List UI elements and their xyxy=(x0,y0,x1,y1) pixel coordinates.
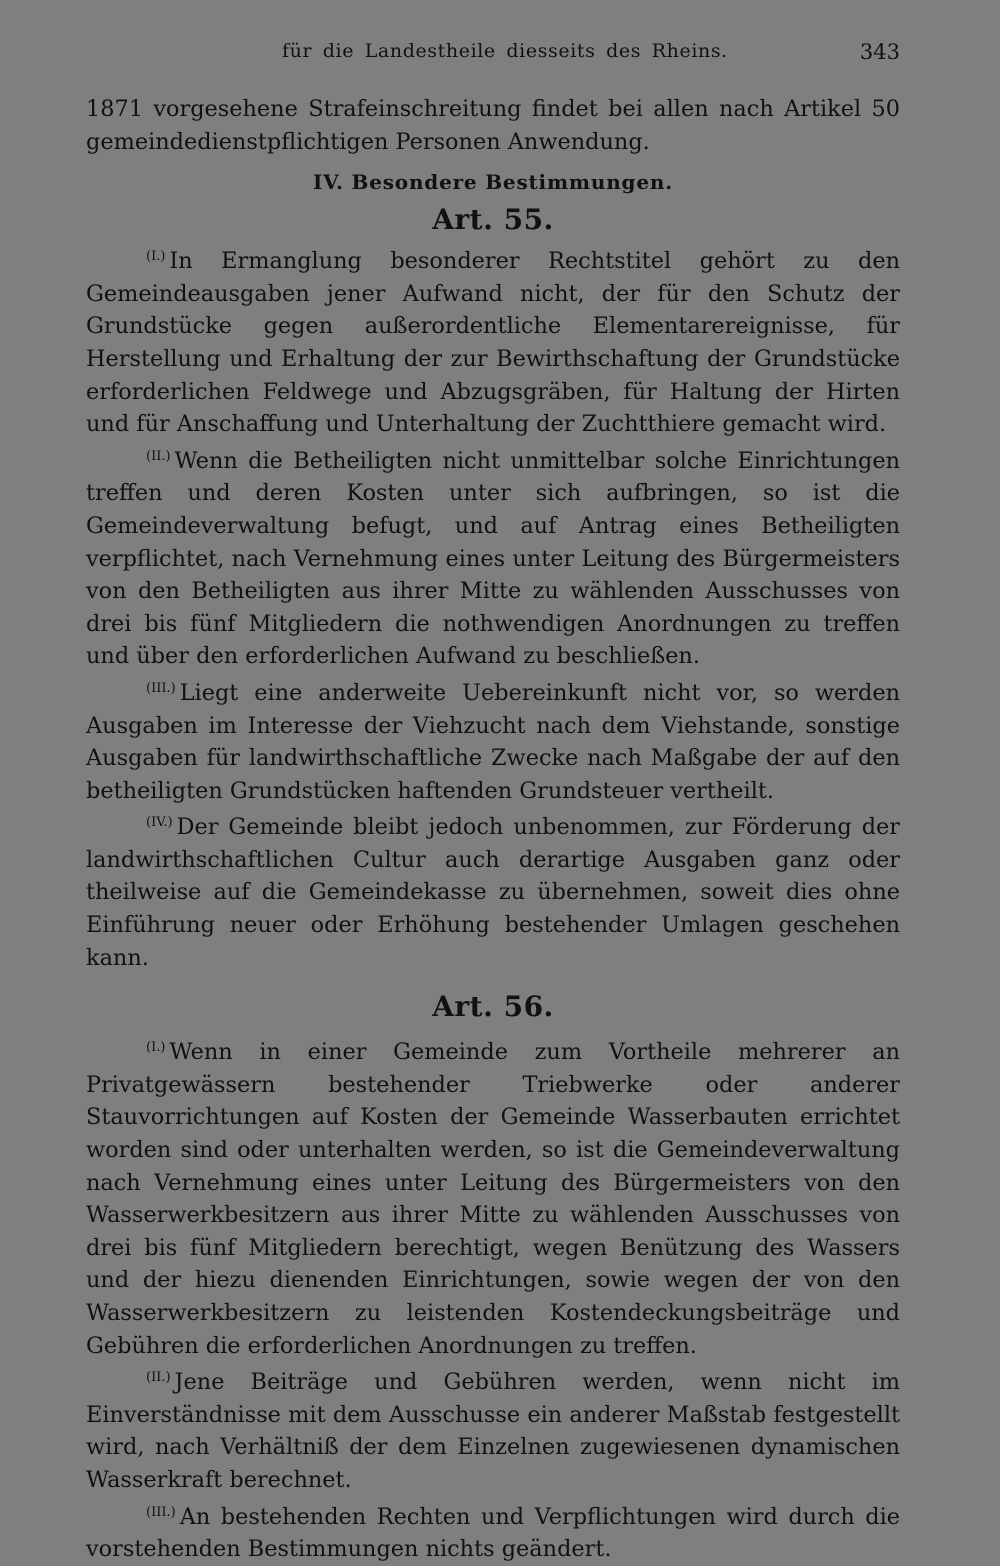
paragraph-text: Liegt eine anderweite Uebereinkunft nicht vor, so werden Ausgaben im Interesse der Viehzucht nach dem Viehstande, sonstige Ausgaben für landwirthschaftliche Zwecke nach Maßgabe der auf den betheiligten Grundstücken haftenden Grundsteuer vertheilt. xyxy=(86,679,900,804)
paragraph-marker: (I.) xyxy=(146,1040,166,1056)
art56-paragraph-3 xyxy=(86,1497,900,1566)
paragraph-marker: (II.) xyxy=(146,1370,171,1386)
paragraph-marker: (IV.) xyxy=(146,815,173,831)
paragraph-text: In Ermanglung besonderer Rechtstitel gehört zu den Gemeindeausgaben jener Aufwand nicht, der für den Schutz der Grundstücke gegen außerordentliche Elementarereignisse, für Herstellung und Erhaltung der zur Bewirthschaftung der Grundstücke erforderlichen Feldwege und Abzugsgräben, für Haltung der Hirten und für Anschaffung und Unterhaltung der Zuchtthiere gemacht wird. xyxy=(86,248,900,438)
paragraph-text: An bestehenden Rechten und Verpflichtungen wird durch die vorstehenden Bestimmungen nichts geändert. xyxy=(86,1503,900,1563)
paragraph-marker: (II.) xyxy=(146,448,171,464)
art56-paragraph-2 xyxy=(86,1362,900,1496)
paragraph-text: Wenn in einer Gemeinde zum Vortheile mehrerer an Privatgewässern bestehender Triebwerke oder anderer Stauvorrichtungen auf Kosten der Gemeinde Wasserbauten errichtet worden sind oder unterhalten werden, so ist die Gemeindeverwaltung nach Vernehmung eines unter Leitung des Bürgermeisters von den Wasserwerkbesitzern aus ihrer Mitte zu wählenden Ausschusses von drei bis fünf Mitgliedern berechtigt, wegen Benützung des Wassers und der hiezu dienenden Einrichtungen, sowie wegen der von den Wasserwerkbesitzern zu leistenden Kostendeckungsbeiträge und Gebühren die erforderlichen Anordnungen zu treffen. xyxy=(86,1039,900,1359)
art56-paragraph-1 xyxy=(86,1032,900,1362)
running-head xyxy=(86,40,900,74)
art55-paragraph-4 xyxy=(86,807,900,974)
section-heading: IV. Besondere Bestimmungen. xyxy=(313,170,673,195)
paragraph-marker: (III.) xyxy=(146,1504,176,1520)
paragraph-marker: (I.) xyxy=(146,249,166,265)
paragraph-marker: (III.) xyxy=(146,680,176,696)
document-page xyxy=(86,0,900,1563)
paragraph-text: Wenn die Betheiligten nicht unmittelbar solche Einrichtungen treffen und deren Kosten unter sich aufbringen, so ist die Gemeindeverwaltung befugt, und auf Antrag eines Betheiligten verpflichtet, nach Vernehmung eines unter Leitung des Bürgermeisters von den Betheiligten aus ihrer Mitte zu wählenden Ausschusses von drei bis fünf Mitgliedern die nothwendigen Anordnungen zu treffen und über den erforderlichen Aufwand zu beschließen. xyxy=(86,447,900,670)
paragraph-text: Jene Beiträge und Gebühren werden, wenn nicht im Einverständnisse mit dem Ausschusse ein anderer Maßstab festgestellt wird, nach Verhältniß der dem Einzelnen zugewiesenen dynamischen Wasserkraft berechnet. xyxy=(86,1369,900,1493)
running-title: für die Landestheile diesseits des Rheins. xyxy=(282,40,728,62)
article-56-heading: Art. 56. xyxy=(432,990,554,1024)
body-text xyxy=(86,93,900,1566)
art55-paragraph-1 xyxy=(86,241,900,441)
art55-paragraph-3 xyxy=(86,673,900,807)
page-number: 343 xyxy=(859,40,900,64)
art55-paragraph-2 xyxy=(86,441,900,673)
article-55-heading: Art. 55. xyxy=(432,203,554,237)
paragraph-text: Der Gemeinde bleibt jedoch unbenommen, zur Förderung der landwirthschaftlichen Cultur auch derartige Ausgaben ganz oder theilweise auf die Gemeindekasse zu übernehmen, soweit dies ohne Einführung neuer oder Erhöhung bestehender Umlagen geschehen kann. xyxy=(86,814,900,971)
intro-paragraph: 1871 vorgesehene Strafeinschreitung findet bei allen nach Artikel 50 gemeindedienstpflichtigen Personen Anwendung. xyxy=(86,96,900,155)
